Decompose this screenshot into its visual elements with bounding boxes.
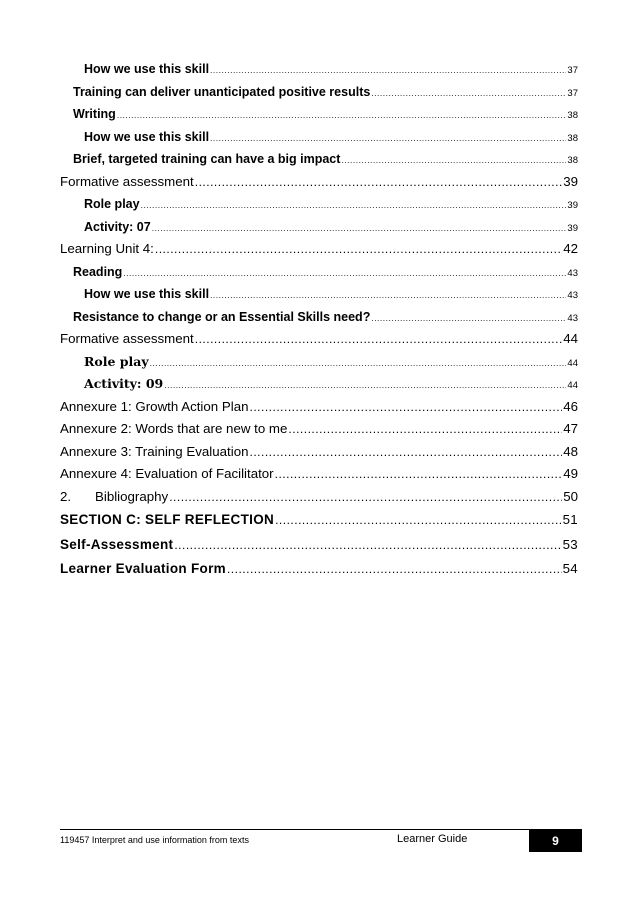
toc-entry[interactable] [60, 533, 578, 558]
toc-entry-title: Annexure 2: Words that are new to me [60, 421, 288, 436]
toc-entry[interactable] [60, 126, 578, 149]
toc-entry-title: Formative assessment [60, 331, 194, 346]
toc-dot-leader [288, 418, 562, 441]
toc-entry-page: 53 [562, 536, 578, 552]
toc-entry-title: Activity: 09 [84, 376, 164, 391]
toc-entry-number: 2. [60, 488, 72, 504]
page-number: 9 [529, 830, 582, 852]
toc-entry[interactable] [60, 328, 578, 351]
toc-dot-leader [249, 396, 562, 419]
toc-dot-leader [155, 238, 562, 261]
footer-guide-label: Learner Guide [397, 833, 468, 845]
toc-entry-title: Annexure 1: Growth Action Plan [60, 398, 249, 414]
toc-dot-leader [210, 127, 566, 150]
toc-entry[interactable] [60, 171, 578, 194]
toc-entry-title: SECTION C: SELF REFLECTION [60, 512, 275, 527]
toc-entry-page: 39 [567, 222, 578, 234]
toc-entry-title: Annexure 3: Training Evaluation [60, 443, 249, 459]
toc-entry-title: Writing [73, 107, 116, 121]
toc-entry-page: 39 [567, 200, 578, 211]
toc-entry-title: Activity: 07 [84, 219, 151, 234]
toc-dot-leader [169, 486, 562, 509]
toc-entry[interactable] [60, 441, 578, 464]
toc-entry[interactable] [60, 486, 578, 509]
toc-dot-leader [150, 352, 567, 375]
toc-dot-leader [275, 508, 562, 533]
toc-entry[interactable] [60, 58, 578, 81]
toc-entry[interactable] [60, 351, 578, 374]
table-of-contents [60, 58, 578, 582]
footer-course-title: 119457 Interpret and use information from texts [60, 835, 249, 845]
toc-entry-title: Learner Evaluation Form [60, 561, 226, 576]
toc-entry-page: 44 [567, 357, 578, 369]
toc-dot-leader [275, 463, 563, 486]
toc-entry-title: Formative assessment [60, 173, 194, 189]
toc-entry[interactable] [60, 103, 578, 126]
toc-entry-title: Self-Assessment [60, 536, 174, 552]
toc-dot-leader [371, 307, 566, 330]
toc-entry[interactable] [60, 508, 578, 533]
toc-entry-page: 43 [567, 290, 578, 301]
toc-entry-title: Brief, targeted training can have a big impact [73, 152, 341, 166]
toc-entry[interactable] [60, 148, 578, 171]
toc-entry-title: How we use this skill [84, 62, 210, 76]
toc-dot-leader [152, 217, 567, 240]
toc-entry-page: 48 [563, 443, 578, 459]
toc-entry-page: 43 [567, 267, 578, 279]
toc-entry-page: 51 [562, 512, 578, 527]
toc-entry[interactable] [60, 396, 578, 419]
toc-entry-page: 37 [567, 87, 578, 99]
toc-dot-leader [123, 262, 566, 285]
toc-dot-leader [141, 194, 567, 217]
toc-entry-title: Annexure 4: Evaluation of Facilitator [60, 466, 274, 481]
toc-entry-title: Training can deliver unanticipated positive results [73, 84, 371, 99]
toc-entry-title: Resistance to change or an Essential Skills need? [73, 309, 371, 324]
toc-entry[interactable] [60, 557, 578, 582]
toc-dot-leader [174, 533, 561, 558]
toc-entry-title: Role play [84, 353, 149, 369]
toc-entry[interactable] [60, 81, 578, 104]
toc-dot-leader [210, 284, 566, 307]
toc-entry[interactable] [60, 306, 578, 329]
toc-entry[interactable] [60, 216, 578, 239]
toc-dot-leader [195, 328, 562, 351]
toc-entry[interactable] [60, 261, 578, 284]
toc-entry[interactable] [60, 418, 578, 441]
toc-entry-page: 38 [567, 110, 578, 121]
toc-entry[interactable] [60, 373, 578, 396]
toc-entry-text: Bibliography [95, 488, 169, 504]
toc-entry-title: Role play [84, 197, 140, 211]
toc-entry-page: 39 [563, 173, 578, 189]
toc-dot-leader [164, 374, 566, 397]
toc-entry-title [60, 486, 168, 509]
toc-dot-leader [195, 171, 562, 194]
page-footer [60, 829, 582, 852]
toc-dot-leader [250, 441, 563, 464]
toc-entry-title: How we use this skill [84, 287, 210, 301]
toc-dot-leader [117, 104, 567, 127]
toc-entry-title: Reading [73, 264, 123, 279]
toc-dot-leader [341, 149, 566, 172]
toc-entry-page: 54 [562, 561, 578, 576]
toc-entry[interactable] [60, 283, 578, 306]
toc-entry-page: 42 [563, 241, 578, 256]
toc-entry-title: How we use this skill [84, 129, 210, 144]
toc-entry[interactable] [60, 193, 578, 216]
toc-entry-page: 47 [563, 421, 578, 436]
toc-dot-leader [210, 59, 566, 82]
toc-entry-page: 37 [567, 65, 578, 76]
toc-dot-leader [371, 82, 566, 105]
toc-dot-leader [227, 557, 562, 582]
toc-entry[interactable] [60, 463, 578, 486]
toc-entry-page: 38 [567, 132, 578, 144]
toc-entry-page: 50 [563, 488, 578, 504]
toc-entry-title: Learning Unit 4: [60, 241, 154, 256]
toc-entry-page: 44 [567, 380, 578, 391]
toc-entry-page: 38 [567, 155, 578, 166]
toc-entry-page: 44 [563, 331, 578, 346]
toc-entry-page: 46 [563, 398, 578, 414]
toc-entry-page: 43 [567, 312, 578, 324]
toc-entry[interactable] [60, 238, 578, 261]
toc-entry-page: 49 [563, 466, 578, 481]
